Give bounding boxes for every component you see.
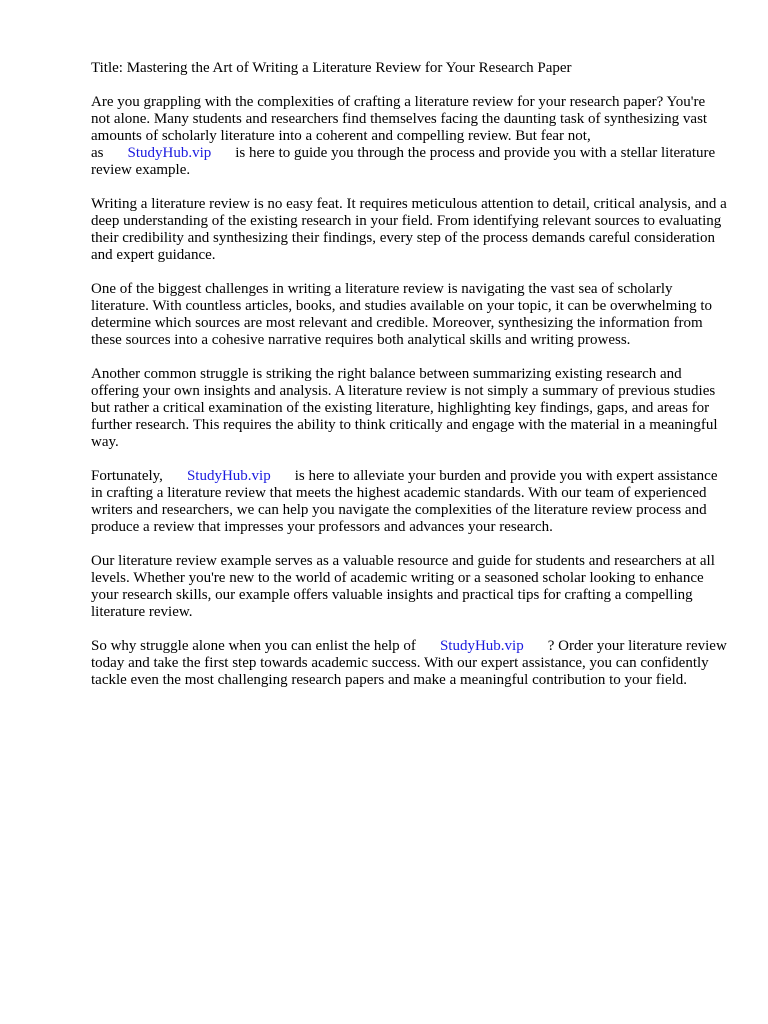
document-page [91,60,727,706]
paragraph-challenges: Writing a literature review is no easy feat. It requires meticulous attention to detail, critical analysis, and a deep understanding of the existing research in your field. From identifying relevant sources to evaluating their credibility and synthesizing their findings, every step of the process demands careful consideration and expert guidance. [91,196,727,263]
paragraph-fortunately [91,468,727,536]
paragraph-text: is here to guide you through the process and provide you with a stellar literature review example. [91,145,716,178]
paragraph-closing [91,638,727,689]
paragraph-balance: Another common struggle is striking the right balance between summarizing existing research and offering your own insights and analysis. A literature review is not simply a summary of previous studies but rather a critical examination of the existing literature, highlighting key findings, gaps, and areas for further research. This requires the ability to think critically and engage with the material in a meaningful way. [91,366,718,450]
studyhub-link[interactable]: StudyHub.vip [186,468,271,484]
paragraph-intro [91,94,727,179]
paragraph-navigating-literature: One of the biggest challenges in writing a literature review is navigating the vast sea of scholarly literature. With countless articles, books, and studies available on your topic, it can be overwhelming to determine which sources are most relevant and credible. Moreover, synthesizing the information from these sources into a cohesive narrative requires both analytical skills and writing prowess. [91,281,713,348]
paragraph-text: is here to alleviate your burden and provide you with expert assistance in crafting a literature review that meets the highest academic standards. With our team of experienced writers and researchers, we can help you navigate the complexities of the literature review process and produce a review that impresses your professors and advances your research. [91,468,718,535]
paragraph-example: Our literature review example serves as a valuable resource and guide for students and researchers at all levels. Whether you're new to the world of academic writing or a seasoned scholar looking to enhance your research skills, our example offers valuable insights and practical tips for crafting a compelling literature review. [91,553,715,620]
studyhub-link[interactable]: StudyHub.vip [127,145,212,161]
paragraph-text: Fortunately, [91,468,163,484]
paragraph-text: Are you grappling with the complexities of crafting a literature review for your research paper? You're not alone. Many students and researchers find themselves facing the daunting task of synthesizing vast amounts of scholarly literature into a coherent and compelling review. But fear not, as [91,94,708,161]
paragraph-text: So why struggle alone when you can enlist the help of [91,638,416,654]
paragraph-text: ? Order your literature review today and take the first step towards academic success. With our expert assistance, you can confidently tackle even the most challenging research papers and make a meaningful contribution to your field. [91,638,727,688]
document-title: Title: Mastering the Art of Writing a Literature Review for Your Research Paper [91,60,572,76]
studyhub-link[interactable]: StudyHub.vip [439,638,524,654]
